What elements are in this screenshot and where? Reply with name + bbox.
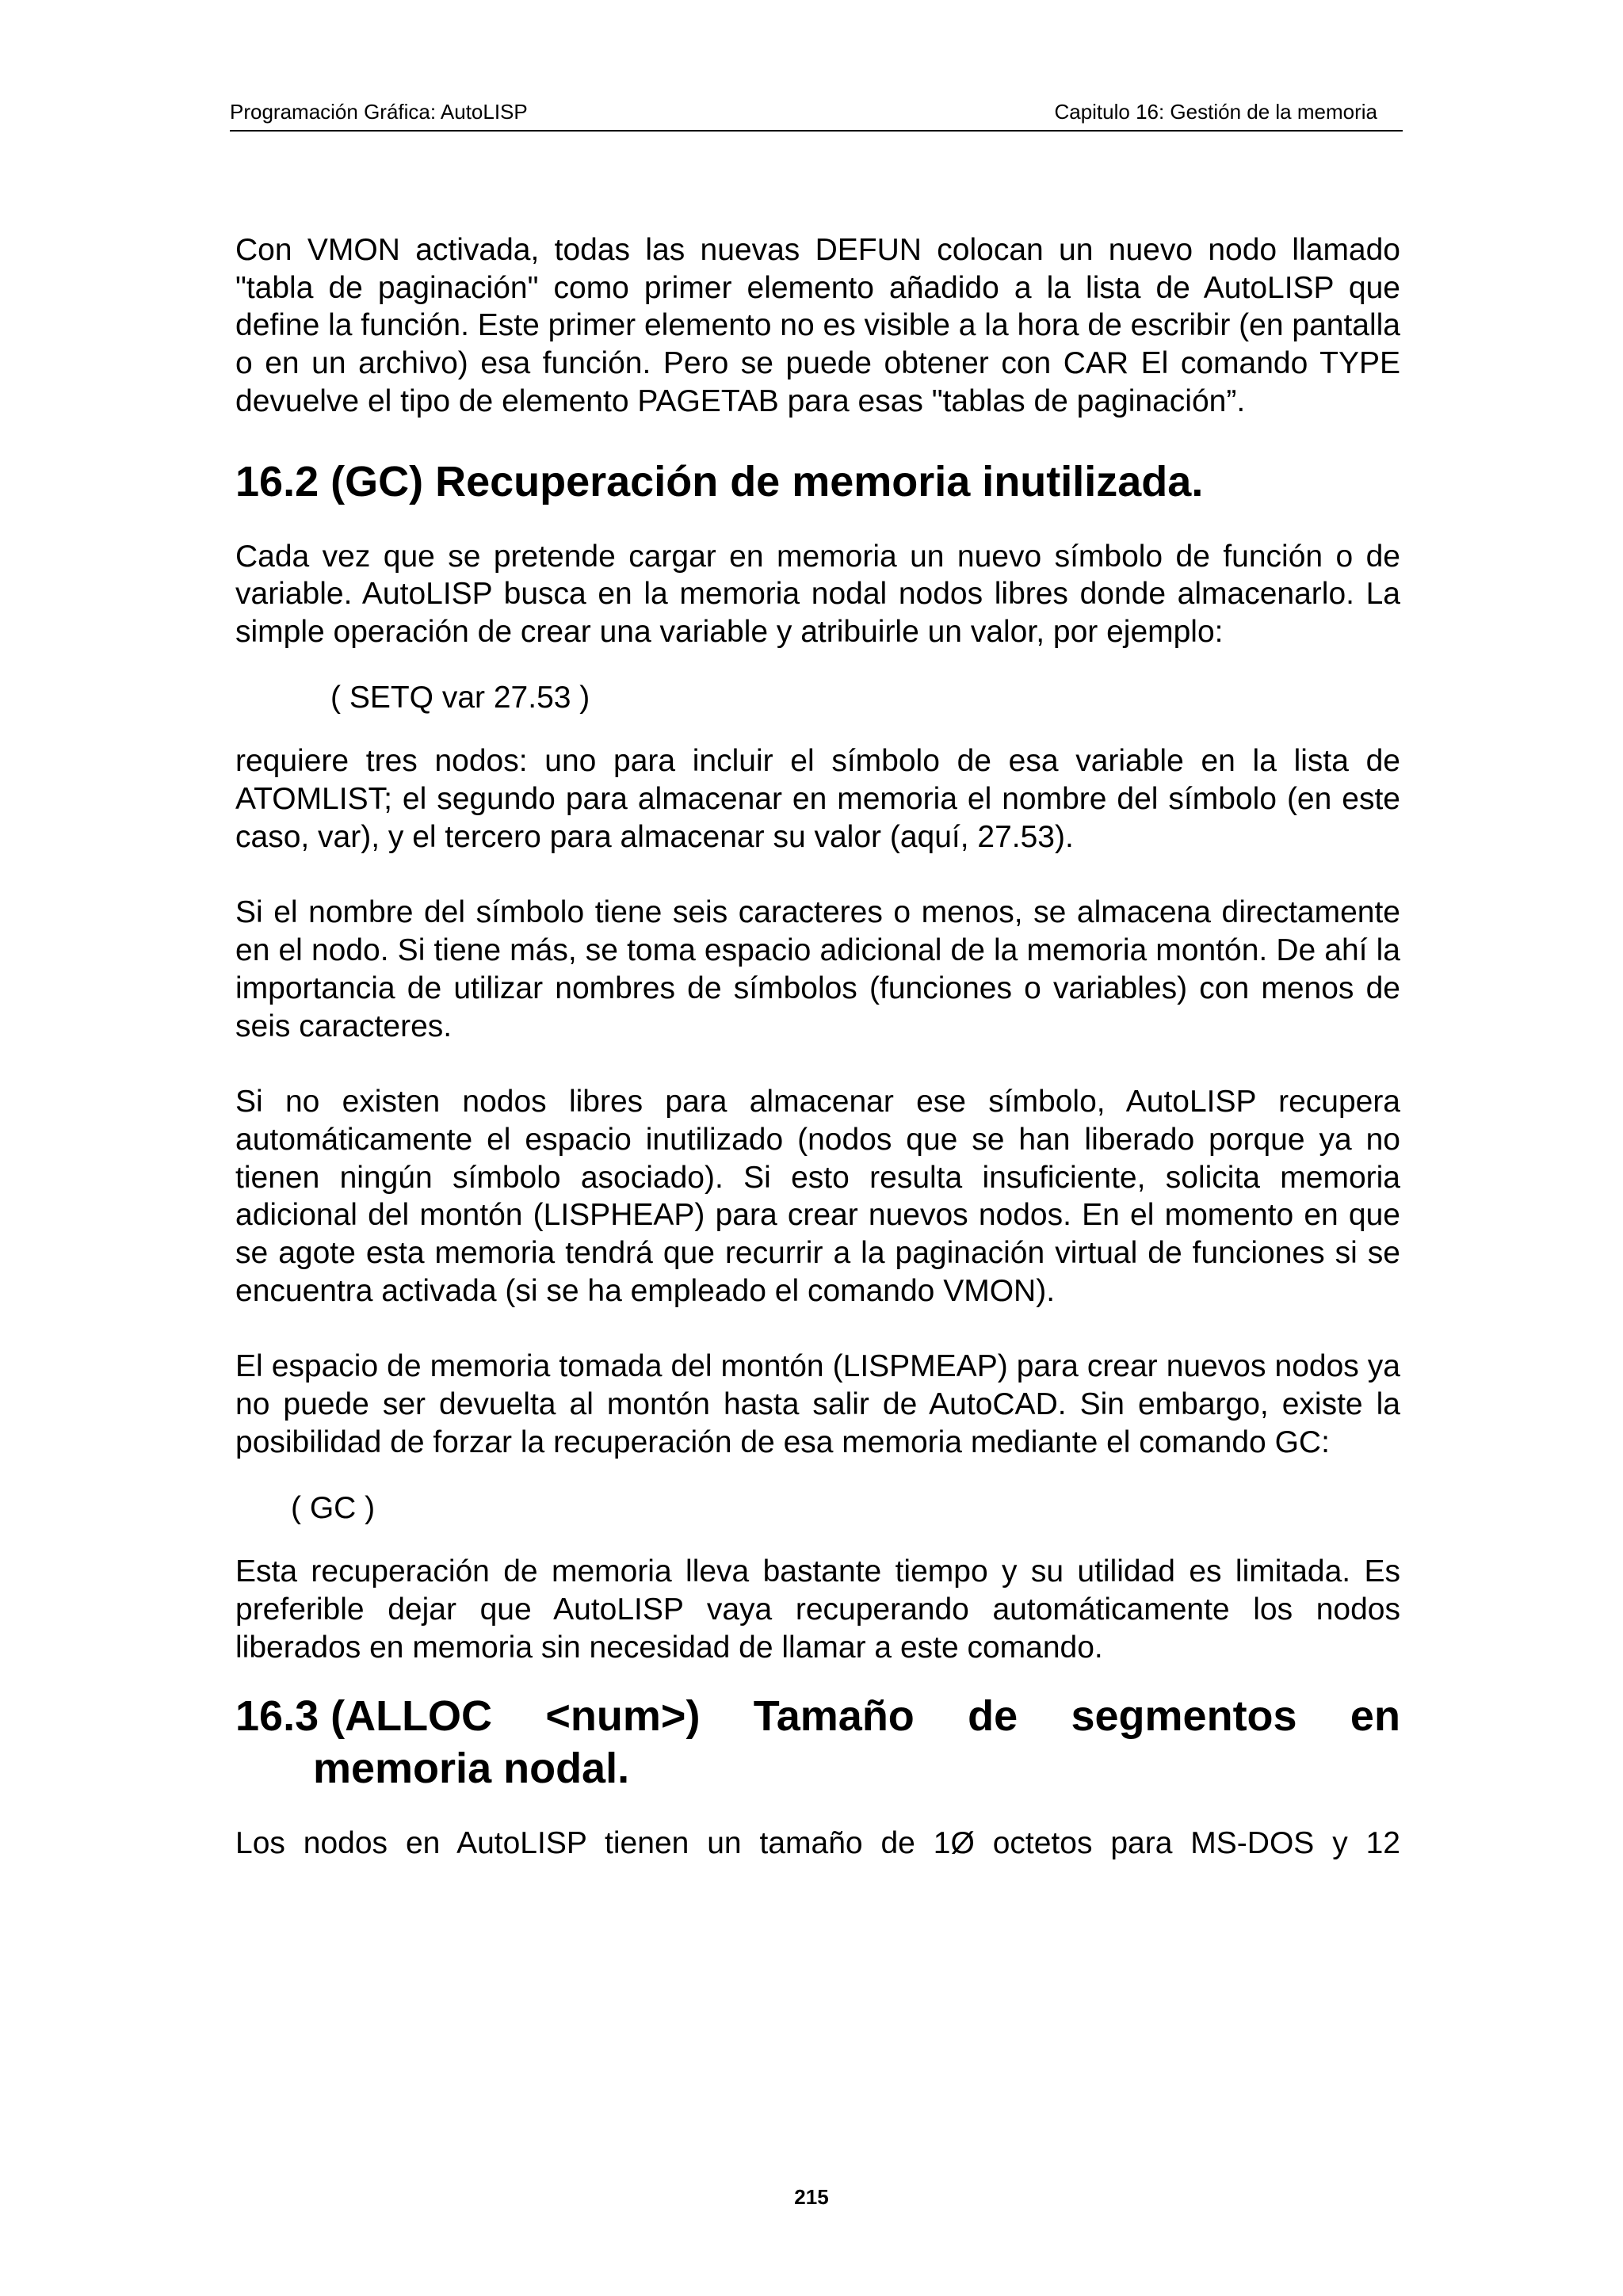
header-book-title: Programación Gráfica: AutoLISP (230, 100, 528, 124)
heading-word: segmentos (1071, 1692, 1297, 1741)
paragraph-lispheap: El espacio de memoria tomada del montón (LISPMEAP) para crear nuevos nodos ya no puede ser devuelta al montón hasta salir de AutoCAD. Sin embargo, existe la posibilidad de forzar la recuperación de esa memoria mediante el comando GC: (235, 1349, 1400, 1459)
paragraph-free-nodes: Si no existen nodos libres para almacenar ese símbolo, AutoLISP recupera automáticamente el espacio inutilizado (nodos que se han liberado porque ya no tienen ningún símbolo asociado). Si esto resulta insuficiente, solicita memoria adicional del montón (LISPHEAP) para crear nuevos nodos. En el momento en que se agote esta memoria tendrá que recurrir a la paginación virtual de funciones si se encuentra activada (si se ha empleado el comando VMON). (235, 1085, 1400, 1308)
header-chapter-title: Capitulo 16: Gestión de la memoria (1054, 100, 1377, 124)
code-gc: ( GC ) (291, 1490, 376, 1525)
paragraph-three-nodes: requiere tres nodos: uno para incluir el símbolo de esa variable en la lista de ATOMLIST; el segundo para almacenar en memoria el nombre del símbolo (en este caso, var), y el tercero para almacenar su valor (aquí, 27.53). (235, 744, 1400, 854)
section-heading-16-2: 16.2 (GC) Recuperación de memoria inutilizada. (235, 457, 1204, 505)
code-setq: ( SETQ var 27.53 ) (330, 680, 590, 715)
page-body (235, 231, 1400, 1863)
heading-word: 16.3 (ALLOC (235, 1692, 493, 1741)
paragraph-new-symbol: Cada vez que se pretende cargar en memoria un nuevo símbolo de función o de variable. AutoLISP busca en la memoria nodal nodos libres donde almacenarlo. La simple operación de crear una variable y atribuirle un valor, por ejemplo: (235, 539, 1400, 649)
section-heading-16-3 (235, 1690, 1400, 1794)
section-heading-16-3-line1 (235, 1690, 1400, 1742)
heading-word: <num>) (545, 1692, 701, 1741)
heading-word: de (968, 1692, 1018, 1741)
page-header (230, 93, 1403, 132)
page-number: 215 (794, 2185, 829, 2209)
heading-word: Tamaño (753, 1692, 915, 1741)
section-heading-16-3-line2: memoria nodal. (313, 1745, 630, 1793)
paragraph-node-size: Los nodos en AutoLISP tienen un tamaño de 1Ø octetos para MS-DOS y 12 (235, 1826, 1400, 1861)
paragraph-gc-recovery: Esta recuperación de memoria lleva bastante tiempo y su utilidad es limitada. Es preferible dejar que AutoLISP vaya recuperando automáticamente los nodos liberados en memoria sin necesidad de llamar a este comando. (235, 1554, 1400, 1665)
paragraph-symbol-name: Si el nombre del símbolo tiene seis caracteres o menos, se almacena directamente en el nodo. Si tiene más, se toma espacio adicional de la memoria montón. De ahí la importancia de utilizar nombres de símbolos (funciones o variables) con menos de seis caracteres. (235, 895, 1400, 1043)
paragraph-vmon: Con VMON activada, todas las nuevas DEFUN colocan un nuevo nodo llamado "tabla de paginación" como primer elemento añadido a la lista de AutoLISP que define la función. Este primer elemento no es visible a la hora de escribir (en pantalla o en un archivo) esa función. Pero se puede obtener con CAR El comando TYPE devuelve el tipo de elemento PAGETAB para esas "tablas de paginación”. (235, 233, 1400, 418)
heading-word: en (1350, 1692, 1400, 1741)
